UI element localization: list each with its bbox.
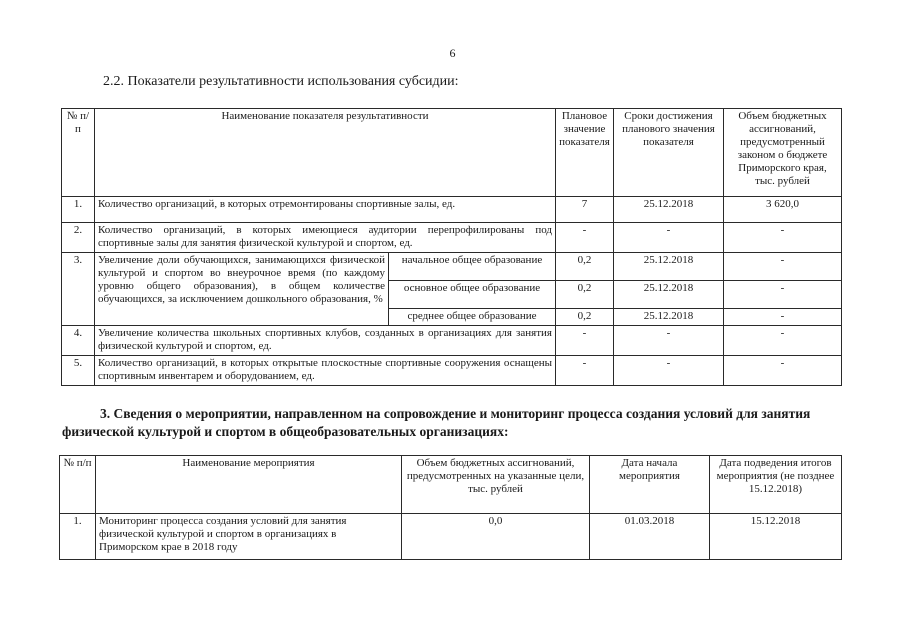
header-num: № п/п: [60, 456, 96, 514]
row-name: Количество организаций, в которых отремонтированы спортивные залы, ед.: [95, 197, 556, 223]
header-activity-name: Наименование мероприятия: [96, 456, 402, 514]
row-name: Увеличение доли обучающихся, занимающихся физической культурой и спортом во внеурочное время (по каждому уровню общего образования), в общем количестве обучающихся, за исключением дошкольного образования, %: [95, 253, 389, 326]
indicators-table: [61, 108, 842, 386]
header-indicator-name: Наименование показателя результативности: [95, 109, 556, 197]
table-row: [62, 253, 842, 281]
row-num: 2.: [62, 223, 95, 253]
row-results: 15.12.2018: [710, 514, 842, 560]
table-row: [62, 223, 842, 253]
table-row: [62, 197, 842, 223]
row-budget: 0,0: [402, 514, 590, 560]
row-budget: -: [724, 326, 842, 356]
table-row: [60, 514, 842, 560]
sub-level: среднее общее образование: [389, 309, 556, 326]
row-deadline: -: [614, 223, 724, 253]
header-num: № п/п: [62, 109, 95, 197]
row-num: 3.: [62, 253, 95, 326]
activity-table: [59, 455, 842, 560]
sub-deadline: 25.12.2018: [614, 281, 724, 309]
header-budget: Объем бюджетных ассигнований, предусмотренных на указанные цели, тыс. рублей: [402, 456, 590, 514]
sub-level: начальное общее образование: [389, 253, 556, 281]
section-3-title: 3. Сведения о мероприятии, направленном на сопровождение и мониторинг процесса создания условий для занятия физической культурой и спортом в общеобразовательных организациях:: [62, 406, 811, 439]
table-row: [62, 356, 842, 386]
row-name: Количество организаций, в которых открытые плоскостные спортивные сооружения оснащены спортивным инвентарем и оборудованием, ед.: [95, 356, 556, 386]
row-plan: -: [556, 223, 614, 253]
table-header-row: [62, 109, 842, 197]
row-num: 4.: [62, 326, 95, 356]
table-row: [62, 326, 842, 356]
sub-budget: -: [724, 309, 842, 326]
row-budget: -: [724, 223, 842, 253]
row-name: Увеличение количества школьных спортивных клубов, созданных в организациях для занятия физической культурой и спортом, ед.: [95, 326, 556, 356]
row-num: 5.: [62, 356, 95, 386]
header-start-date: Дата начала мероприятия: [590, 456, 710, 514]
header-deadline: Сроки достижения планового значения показателя: [614, 109, 724, 197]
row-deadline: 25.12.2018: [614, 197, 724, 223]
sub-level: основное общее образование: [389, 281, 556, 309]
row-deadline: -: [614, 326, 724, 356]
sub-deadline: 25.12.2018: [614, 253, 724, 281]
row-start: 01.03.2018: [590, 514, 710, 560]
row-num: 1.: [60, 514, 96, 560]
sub-plan: 0,2: [556, 253, 614, 281]
sub-budget: -: [724, 253, 842, 281]
row-deadline: -: [614, 356, 724, 386]
row-name: Количество организаций, в которых имеющиеся аудитории перепрофилированы под спортивные залы для занятия физической культурой и спортом, ед.: [95, 223, 556, 253]
sub-budget: -: [724, 281, 842, 309]
row-num: 1.: [62, 197, 95, 223]
page-number: 6: [449, 46, 456, 60]
row-budget: 3 620,0: [724, 197, 842, 223]
header-plan-value: Плановое значение показателя: [556, 109, 614, 197]
row-plan: -: [556, 356, 614, 386]
row-budget: -: [724, 356, 842, 386]
table-header-row: [60, 456, 842, 514]
row-plan: 7: [556, 197, 614, 223]
sub-plan: 0,2: [556, 309, 614, 326]
header-results-date: Дата подведения итогов мероприятия (не позднее 15.12.2018): [710, 456, 842, 514]
section-2-2-title: 2.2. Показатели результативности использования субсидии:: [103, 74, 459, 89]
row-plan: -: [556, 326, 614, 356]
header-budget: Объем бюджетных ассигнований, предусмотренный законом о бюджете Приморского края, тыс. рублей: [724, 109, 842, 197]
sub-plan: 0,2: [556, 281, 614, 309]
row-name: Мониторинг процесса создания условий для занятия физической культурой и спортом в организациях в Приморском крае в 2018 году: [96, 514, 402, 560]
sub-deadline: 25.12.2018: [614, 309, 724, 326]
